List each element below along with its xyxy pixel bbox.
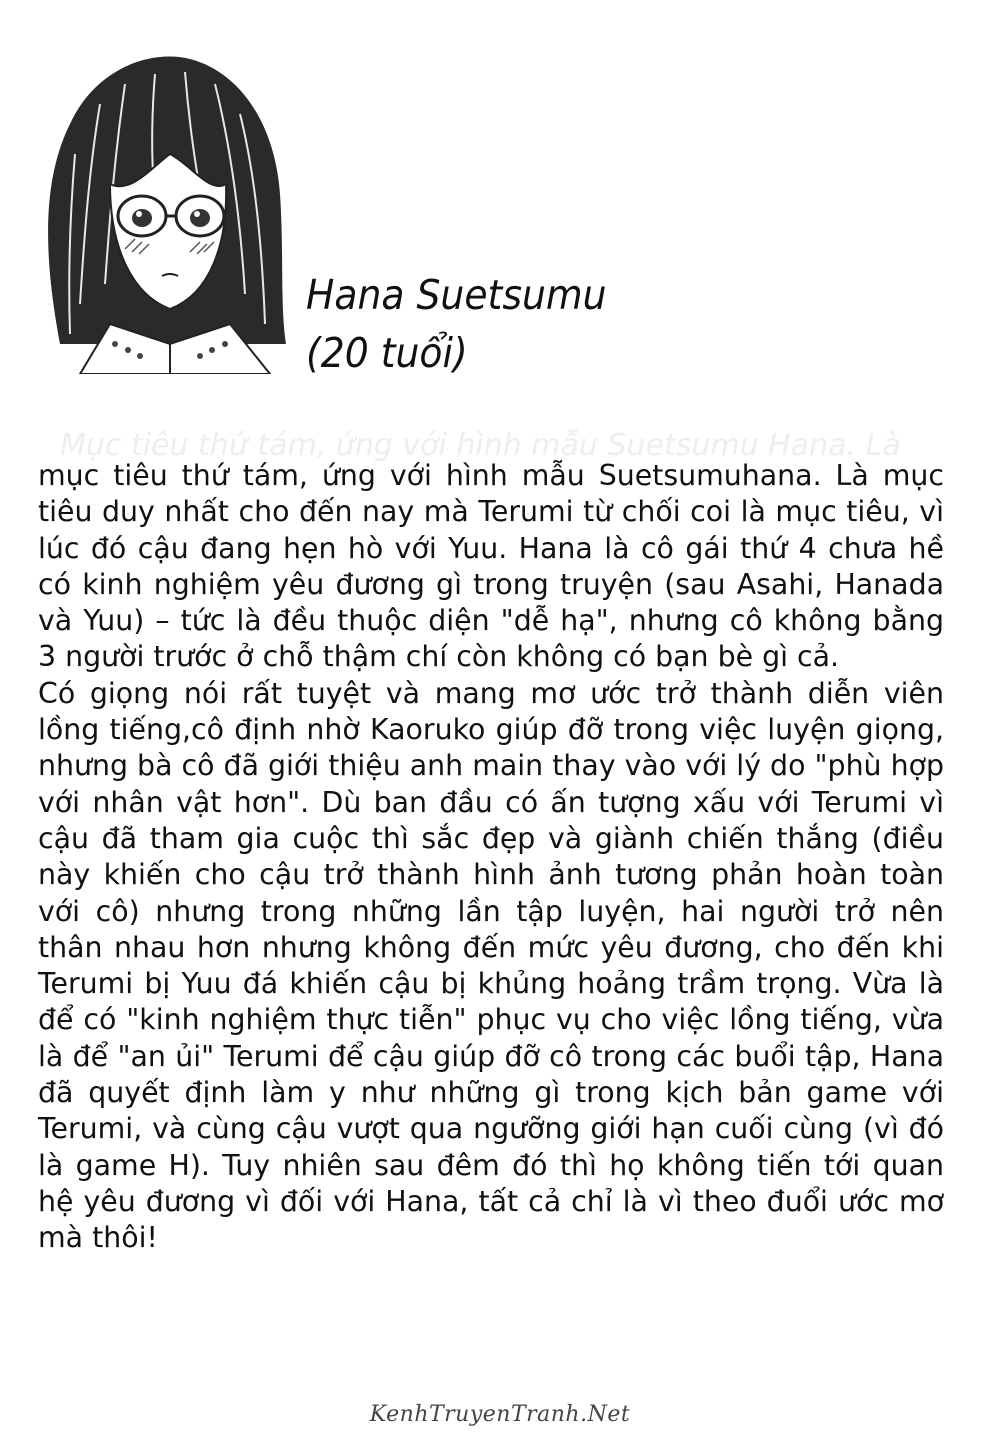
bio-paragraph-2: Có giọng nói rất tuyệt và mang mơ ước trở thành diễn viên lồng tiếng,cô định nhờ Kaoruko giúp đỡ trong việc luyện giọng, nhưng bà cô đã giới thiệu anh main thay vào với lý do "phù hợp với nhân vật hơn". Dù ban đầu có ấn tượng xấu với Terumi vì cậu đã tham gia cuộc thì sắc đẹp và giành chiến thắng (điều này khiến cho cậu trở thành hình ảnh tương phản hoàn toàn với cô) nhưng trong những lần tập luyện, hai người trở nên thân nhau hơn nhưng không đến mức yêu đương, cho đến khi Terumi bị Yuu đá khiến cậu bị khủng hoảng trầm trọng. Vừa là để có "kinh nghiệm thực tiễn" phục vụ cho việc lồng tiếng, vừa là để "an ủi" Terumi để cậu giúp đỡ cô trong các buổi tập, Hana đã quyết định làm y như những gì trong kịch bản game với Terumi, và cùng cậu vượt qua ngưỡng giới hạn cuối cùng (vì đó là game H). Tuy nhiên sau đêm đó thì họ không tiến tới quan hệ yêu đương vì đối với Hana, tất cả chỉ là vì theo đuổi ước mơ mà thôi! <box>38 676 944 1255</box>
bio-paragraph-1: mục tiêu thứ tám, ứng với hình mẫu Suetsumuhana. Là mục tiêu duy nhất cho đến nay mà Terumi từ chối coi là mục tiêu, vì lúc đó cậu đang hẹn hò với Yuu. Hana là cô gái thứ 4 chưa hề có kinh nghiệm yêu đương gì trong truyện (sau Asahi, Hanada và Yuu) – tức là đều thuộc diện "dễ hạ", nhưng cô không bằng 3 người trước ở chỗ thậm chí còn không có bạn bè gì cả. <box>38 459 944 674</box>
site-watermark: KenhTruyenTranh.Net <box>369 1402 631 1427</box>
character-bio <box>38 458 944 1257</box>
character-age: (20 tuổi) <box>306 329 468 377</box>
character-name-block <box>306 266 607 382</box>
bleed-through-text: Mục tiêu thứ tám, ứng với hình mẫu Suetsumu Hana. Là <box>60 428 901 463</box>
character-portrait <box>40 44 286 374</box>
character-name: Hana Suetsumu <box>306 271 607 319</box>
